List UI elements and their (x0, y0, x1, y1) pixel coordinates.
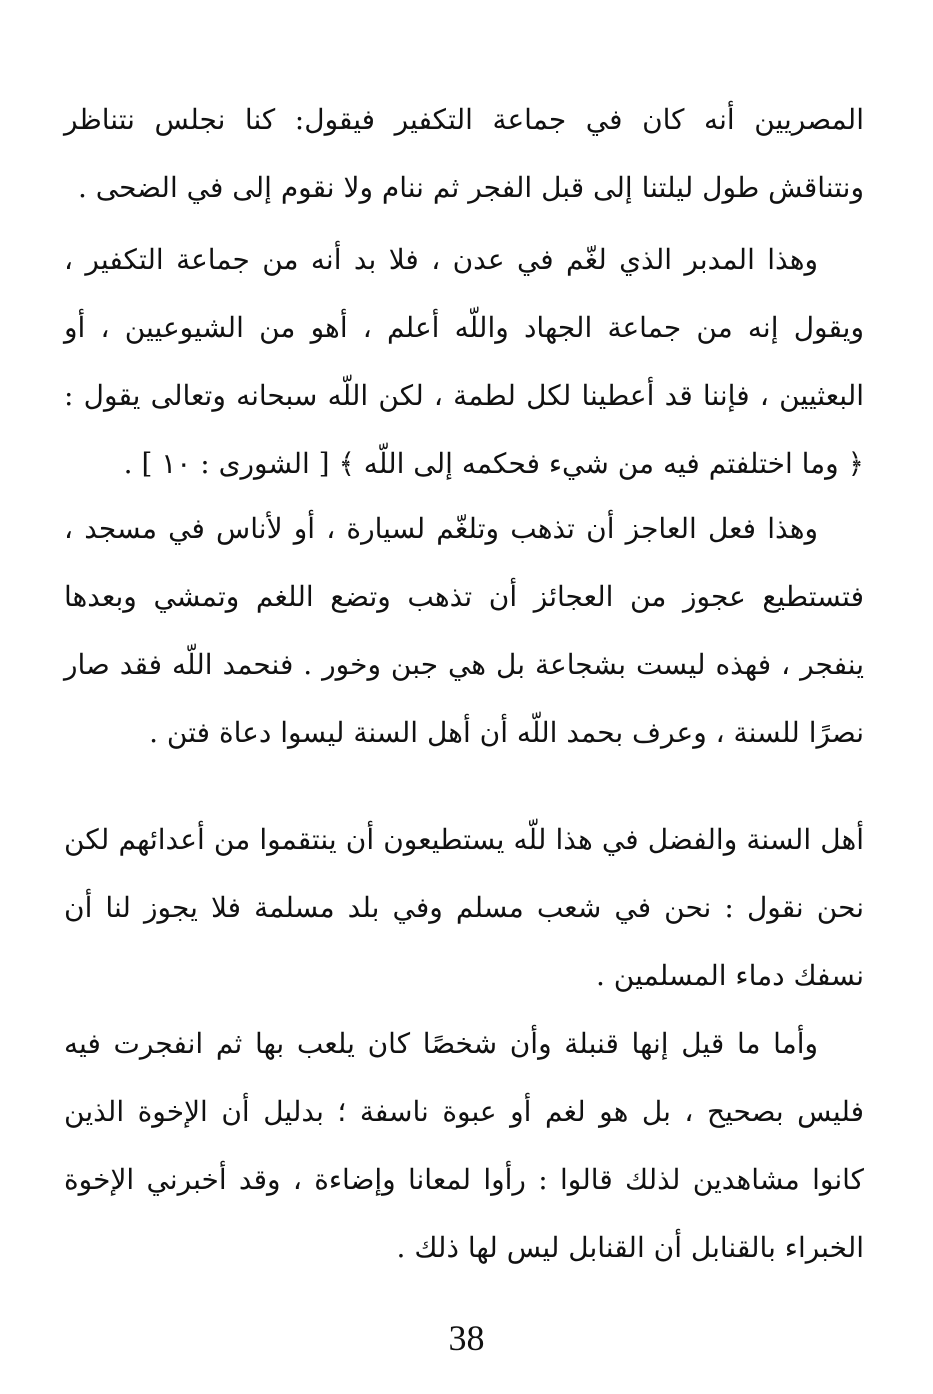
paragraph-act-of-weakling: وهذا فعل العاجز أن تذهب وتلغّم لسيارة ، أو لأناس في مسجد ، فتستطيع عجوز من العجائز أن تذهب وتضع اللغم وتمشي وبعدها ينفجر ، فهذه ليست بشجاعة بل هي جبن وخور . فنحمد اللّه فقد صار نصرًا للسنة ، وعرف بحمد اللّه أن أهل السنة ليسوا دعاة فتن . (64, 512, 864, 749)
page-number: 38 (448, 1318, 485, 1358)
paragraph-continuation: المصريين أنه كان في جماعة التكفير فيقول: كنا نجلس نتناظر ونتناقش طول ليلتنا إلى قبل الفجر ثم ننام ولا نقوم إلى في الضحى . (64, 103, 864, 204)
paragraph-mine-in-aden: وهذا المدبر الذي لغّم في عدن ، فلا بد أنه من جماعة التكفير ، ويقول إنه من جماعة الجهاد واللّه أعلم ، أهو من الشيوعيين ، أو البعثيين ، فإننا قد أعطينا لكل لطمة ، لكن اللّه سبحانه وتعالى يقول : ﴿ وما اختلفتم فيه من شيء فحكمه إلى اللّه ﴾ [ الشورى : ١٠ ] . (64, 243, 864, 480)
paragraph-people-of-sunnah: أهل السنة والفضل في هذا للّه يستطيعون أن ينتقموا من أعدائهم لكن نحن نقول : نحن في شعب مسلم وفي بلد مسلمة فلا يجوز لنا أن نسفك دماء المسلمين . (64, 823, 864, 992)
paragraph-bomb-explanation: وأما ما قيل إنها قنبلة وأن شخصًا كان يلعب بها ثم انفجرت فيه فليس بصحيح ، بل هو لغم أو عبوة ناسفة ؛ بدليل أن الإخوة الذين كانوا مشاهدين لذلك قالوا : رأوا لمعانا وإضاءة ، وقد أخبرني الإخوة الخبراء بالقنابل أن القنابل ليس لها ذلك . (64, 1027, 864, 1264)
